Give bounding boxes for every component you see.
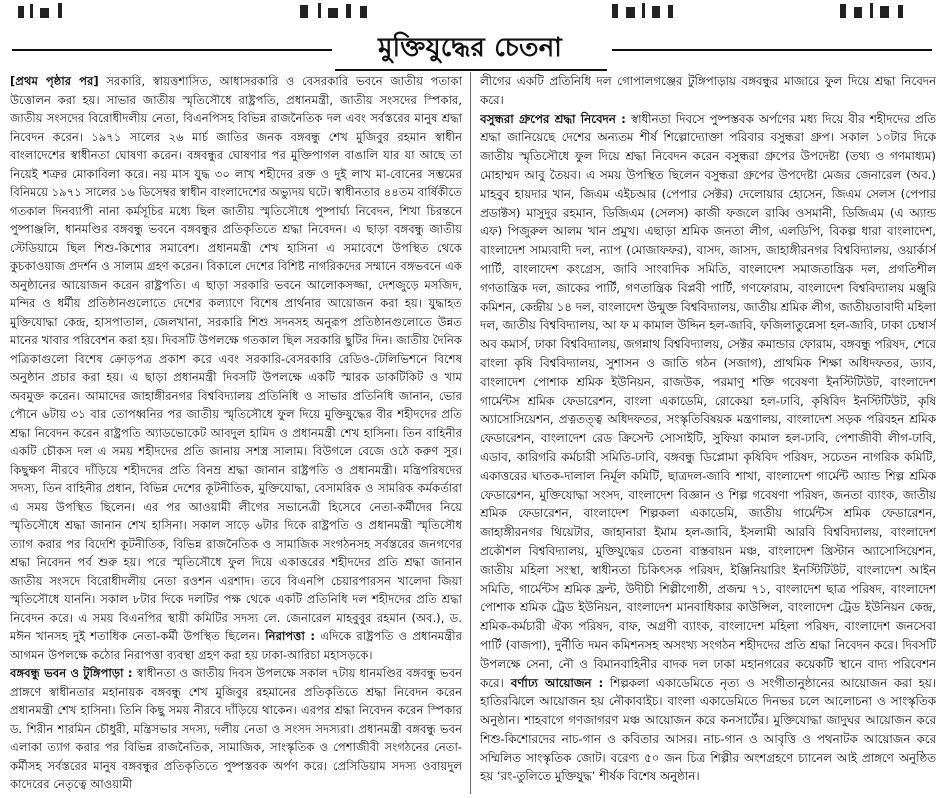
article-title: মুক্তিযুদ্ধের চেতনা (378, 33, 562, 63)
left-column (10, 72, 462, 794)
cropped-text-strip (0, 0, 942, 22)
paragraph (10, 72, 462, 664)
header-rule-right (612, 49, 932, 51)
subhead-security: নিরাপত্তা : (259, 629, 316, 643)
paragraph-text: এদিকে রাষ্ট্রপতি ও প্রধানমন্ত্রীর আগমন উপলক্ষে কঠোর নিরাপত্তা ব্যবস্থা গ্রহণ করা হয় ঢাকা-আরিচা মহাসড়কে। (10, 629, 462, 662)
article-body (10, 72, 936, 794)
column-divider (470, 72, 471, 794)
paragraph-text: স্বাধীনতা দিবসে পুষ্পস্তবক অর্পণের মধ্য দিয়ে বীর শহীদদের প্রতি শ্রদ্ধা জানিয়েছে দেশের অন্যতম শীর্ষ শিল্পোদ্যোক্তা পরিবার বসুন্ধরা গ্রুপ। সকাল ১০টার দিকে জাতীয় স্মৃতিসৌধে ফুল দিয়ে শ্রদ্ধা নিবেদন করেন বসুন্ধরা গ্রুপের উপদেষ্টা (তথ্য ও গণমাধ্যম) মোহাম্মদ আবু তৈয়ব। এ সময় উপস্থিত ছিলেন বসুন্ধরা গ্রুপের উপদেষ্টা মেজর জেনারেল (অব.) মাহবুব হায়দার খান, জিএম এইচআর (পেপার সেক্টর) দেলোয়ার হোসেন, জিএম সেলস (পেপার প্রডাক্টস) মাসুদুর রহমান, ডিজিএম (সেলস) কাজী ফজলে রাব্বি ওসমানী, ডিজিএম (এ অ্যান্ড এফ) পিজুরুল আলম খান প্রমুখ। এছাড়া শ্রমিক জনতা লীগ, এলডিপি, বিকল্প ধারা বাংলাদেশ, বাংলাদেশ সাম্যবাদী দল, ন্যাপ (মোজাফফর), বাসদ, জাসদ, জাহাঙ্গীরনগর বিশ্ববিদ্যালয়, ওয়ার্কার্স পার্টি, বাংলাদেশ কংগ্রেস, জাবি সাংবাদিক সমিতি, বাংলাদেশ সমাজতান্ত্রিক দল, প্রগতিশীল গণতান্ত্রিক দল, জাকের পার্টি, গণতান্ত্রিক বিপ্লবী পার্টি, গণফোরাম, বাংলাদেশ বিশ্ববিদ্যালয় মঞ্জুরি কমিশন, কেন্দ্রীয় ১৪ দল, বাংলাদেশ উন্মুক্ত বিশ্ববিদ্যালয়, জাতীয় শ্রমিক লীগ, জাতীয়তাবাদী মহিলা দল, জাতীয় বিশ্ববিদ্যালয়, আ ফ ম কামাল উদ্দিন হল-জাবি, ফজিলাতুন্নেসা হল-জাবি, ঢাকা চেম্বার্স অব কমার্স, ঢাকা বিশ্ববিদ্যালয়, জগন্নাথ বিশ্ববিদ্যালয়, সেক্টর কমান্ডার ফোরাম, বঙ্গবন্ধু পরিষদ, শেরে বাংলা কৃষি বিশ্ববিদ্যালয়, সুশাসন ও জাতি গঠন (সজাগ), প্রাথমিক শিক্ষা অধিদফতর, ড্যাব, বাংলাদেশ পোশাক শ্রমিক ইউনিয়ন, রাজউক, পরমাণু শক্তি গবেষণা ইনস্টিটিউট, বাংলাদেশ গার্মেন্টস শ্রমিক ফেডারেশন, বাংলা একাডেমি, রোকেয়া হল-ঢাবি, কৃষিবিদ ইনস্টিটিউট, কৃষি অ্যাসোসিয়েশন, প্রত্নতত্ত্ব অধিদফতর, সংস্কৃতিবিষয়ক মন্ত্রণালয়, বাংলাদেশ সড়ক পরিবহন শ্রমিক ফেডারেশন, বাংলাদেশ রেড ক্রিসেন্ট সোসাইটি, সুফিয়া কামাল হল-ঢাবি, পেশাজীবী লীগ-ঢাবি, এডাব, কারিগরি কর্মচারী সমিতি-ঢাবি, বঙ্গবন্ধু ডিপ্লোমা কৃষিবিদ পরিষদ, সচেতন নাগরিক কমিটি, একাত্তরের ঘাতক-দালাল নির্মূল কমিটি, ছাত্রদল-জাবি শাখা, বাংলাদেশ গার্মেন্ট অ্যান্ড শিল্প শ্রমিক ফেডারেশন, মুক্তিযোদ্ধা সংসদ, বাংলাদেশ বিজ্ঞান ও শিল্প গবেষণা পরিষদ, জনতা ব্যাংক, জাতীয় শ্রমিক ফেডারেশন, বাংলাদেশ শিল্পকলা একাডেমি, জাতীয় গার্মেন্টস শ্রমিক ফেডারেশন, জাহাঙ্গীরনগর থিয়েটার, জাহানারা ইমাম হল-জাবি, ইসলামী আরবি বিশ্ববিদ্যালয়, বাংলাদেশ প্রকৌশল বিশ্ববিদ্যালয়, মুক্তিযুদ্ধের চেতনা বাস্তবায়ন মঞ্চ, বাংলাদেশ খ্রিস্টান অ্যাসোসিয়েশন, জাতীয় মহিলা সংস্থা, স্বাধীনতা চিকিৎসক পরিষদ, ইঞ্জিনিয়ারিং ইনস্টিটিউট, বাংলাদেশ আইন সমিতি, গার্মেন্টস শ্রমিক ফ্রন্ট, উদীচী শিল্পীগোষ্ঠী, প্রজন্ম ৭১, বাংলাদেশ ছাত্র পরিষদ, বাংলাদেশ পোশাক শ্রমিক ট্রেড ইউনিয়ন, বাংলাদেশ মানবাধিকার কাউন্সিল, বাংলাদেশ ট্রেড ইউনিয়ন কেন্দ্র, শ্রমিক-কর্মচারী ঐক্য পরিষদ, বাফ, অগ্রণী ব্যাংক, বাংলাদেশ মহিলা পরিষদ, বাংলাদেশ জনসেবা পার্টি (বাজপা), দুর্নীতি দমন কমিশনসহ অসংখ্য সংগঠন শহীদদের প্রতি শ্রদ্ধা নিবেদন করে। দিবসটি উপলক্ষে সেনা, নৌ ও বিমানবাহিনীর বাদক দল ঢাকা মহানগরের কয়েকটি স্থানে বাদ্য পরিবেশন করে। (480, 111, 936, 690)
subhead-bangabandhu-bhaban: বঙ্গবন্ধু ভবন ও টুঙ্গিপাড়া : (10, 666, 133, 680)
header-rule-left (12, 49, 332, 51)
paragraph-text: লীগের একটি প্রতিনিধি দল গোপালগঞ্জের টুঙ্গিপাড়ায় বঙ্গবন্ধুর মাজারে ফুল দিয়ে শ্রদ্ধা নিবেদন করে। (480, 74, 936, 107)
subhead-events: বর্ণাঢ্য আয়োজন : (503, 675, 604, 690)
continuation-marker: [প্রথম পৃষ্ঠার পর] (10, 74, 99, 88)
previous-article-fragment (0, 0, 942, 22)
subhead-bashundhara: বসুন্ধরা গ্রুপের শ্রদ্ধা নিবেদন : (480, 111, 626, 126)
title-underline (335, 69, 607, 71)
paragraph (480, 72, 936, 110)
right-column (480, 72, 936, 794)
paragraph-text: স্বাধীনতা ও জাতীয় দিবস উপলক্ষে সকাল ৭টায় ধানমণ্ডির বঙ্গবন্ধু ভবন প্রাঙ্গণে স্বাধীনতার মহানায়ক বঙ্গবন্ধু শেখ মুজিবুর রহমানের প্রতিকৃতিতে শ্রদ্ধা নিবেদন করেন প্রধানমন্ত্রী শেখ হাসিনা। তিনি কিছু সময় নীরবে দাঁড়িয়ে থাকেন। এরপর শ্রদ্ধা নিবেদন করেন স্পিকার ড. শিরীন শারমিন চৌধুরী, মন্ত্রিসভার সদস্য, দলীয় নেতা ও সংসদ সদস্যরা। প্রধানমন্ত্রী বঙ্গবন্ধু ভবন এলাকা ত্যাগ করার পর বিভিন্ন রাজনৈতিক, সামাজিক, সাংস্কৃতিক ও পেশাজীবী সংগঠনের নেতা-কর্মীসহ সর্বস্তরের মানুষ বঙ্গবন্ধুর প্রতিকৃতিতে পুষ্পস্তবক অর্পণ করে। প্রেসিডিয়াম সদস্য ওবায়দুল কাদেরের নেতৃত্বে আওয়ামী (10, 666, 462, 791)
paragraph-text: সরকারি, স্বায়ত্তশাসিত, আধাসরকারি ও বেসরকারি ভবনে জাতীয় পতাকা উত্তোলন করা হয়। সাভার জাতীয় স্মৃতিসৌধে রাষ্ট্রপতি, প্রধানমন্ত্রী, জাতীয় সংসদের স্পিকার, জাতীয় সংসদের বিরোধীদলীয় নেতা, বিএনপিসহ বিভিন্ন রাজনৈতিক দল এবং সর্বস্তরের মানুষ শ্রদ্ধা নিবেদন করেন। ১৯৭১ সালের ২৬ মার্চ জাতির জনক বঙ্গবন্ধু শেখ মুজিবুর রহমান স্বাধীন বাংলাদেশের স্বাধীনতা ঘোষণা করেন। বঙ্গবন্ধুর ঘোষণার পর মুক্তিপাগল বাঙালি যার যা আছে তা নিয়েই শত্রুর মোকাবিলা করে। নয় মাস যুদ্ধ ৩০ লাখ শহীদের রক্ত ও দুই লাখ মা-বোনের সম্ভমের বিনিময়ে ১৯৭১ সালের ১৬ ডিসেম্বর স্বাধীন বাংলাদেশের অভ্যুদয় ঘটে। স্বাধীনতার ৪৪তম বার্ষিকীতে গতকাল দিনব্যাপী নানা কর্মসূচির মধ্যে ছিল জাতীয় স্মৃতিসৌধে পুষ্পার্ঘ্য নিবেদন, শিখা চিরন্তনে পুষ্পাঞ্জলি, ধানমণ্ডির বঙ্গবন্ধু ভবনে বঙ্গবন্ধুর প্রতিকৃতিতে শ্রদ্ধা নিবেদন। এ ছাড়া বঙ্গবন্ধু জাতীয় স্টেডিয়ামে ছিল শিশু-কিশোর সমাবেশ। প্রধানমন্ত্রী শেখ হাসিনা এ সমাবেশে উপস্থিত থেকে কুচকাওয়াজ প্রদর্শন ও সালাম গ্রহণ করেন। বিকালে দেশের বিশিষ্ট নাগরিকদের সম্মানে বঙ্গভবনে এক অনুষ্ঠানের আয়োজন করেন রাষ্ট্রপতি। এ ছাড়া সরকারি ভবনে আলোকসজ্জা, দেশজুড়ে মসজিদ, মন্দির ও ধর্মীয় প্রতিষ্ঠানগুলোতে দেশের কল্যাণে বিশেষ প্রার্থনার আয়োজন করা হয়। যুদ্ধাহত মুক্তিযোদ্ধা কেন্দ্র, হাসপাতাল, জেলখানা, সরকারি শিশু সদনসহ অনুরূপ প্রতিষ্ঠানগুলোতে উন্নত মানের খাবার পরিবেশন করা হয়। দিবসটি উপলক্ষে গতকাল ছিল সরকারি ছুটির দিন। জাতীয় দৈনিক পত্রিকাগুলো বিশেষ ক্রোড়পত্র প্রকাশ করে এবং সরকারি-বেসরকারি রেডিও-টেলিভিশনে বিশেষ অনুষ্ঠান প্রচার করা হয়। এ ছাড়া প্রধানমন্ত্রী দিবসটি উপলক্ষে একটি স্মারক ডাকটিকিট ও খাম অবমুক্ত করেন। আমাদের জাহাঙ্গীরনগর বিশ্ববিদ্যালয় প্রতিনিধি ও সাভার প্রতিনিধি জানান, ভোর পৌনে ৬টায় ৩১ বার তোপধ্বনির পর জাতীয় স্মৃতিসৌধে ফুল দিয়ে মুক্তিযুদ্ধের বীর শহীদদের প্রতি শ্রদ্ধা নিবেদন করেন রাষ্ট্রপতি অ্যাডভোকেট আবদুল হামিদ ও প্রধানমন্ত্রী শেখ হাসিনা। তিন বাহিনীর একটি চৌকস দল এ সময় শহীদদের প্রতি জানায় সশস্ত্র সালাম। বিউগলে বেজে ওঠে করুণ সুর। কিছুক্ষণ নীরবে দাঁড়িয়ে শহীদদের প্রতি বিনম্র শ্রদ্ধা জানান রাষ্ট্রপতি ও প্রধানমন্ত্রী। মন্ত্রিপরিষদের সদস্য, তিন বাহিনীর প্রধান, বিভিন্ন দেশের কূটনীতিক, মুক্তিযোদ্ধা, বেসামরিক ও সামরিক কর্মকর্তারা এ সময় উপস্থিত ছিলেন। এর পর আওয়ামী লীগের সভানেত্রী হিসেবে নেতা-কর্মীদের নিয়ে স্মৃতিসৌধে শ্রদ্ধা জানান শেখ হাসিনা। সকাল সাড়ে ৬টার দিকে রাষ্ট্রপতি ও প্রধানমন্ত্রী স্মৃতিসৌধ ত্যাগ করার পর বিদেশি কূটনীতিক, বিভিন্ন রাজনৈতিক ও সামাজিক সংগঠনসহ সর্বস্তরের জনগণের শ্রদ্ধা নিবেদন পর্ব শুরু হয়। পরে স্মৃতিসৌধে ফুল দিয়ে একাত্তরের শহীদদের প্রতি শ্রদ্ধা জানান জাতীয় সংসদে বিরোধীদলীয় নেতা রওশন এরশাদ। তবে বিএনপি চেয়ারপারসন খালেদা জিয়া স্মৃতিসৌধে যাননি। সকাল ৮টার দিকে দলটির পক্ষ থেকে একটি প্রতিনিধি দল শহীদদের প্রতি শ্রদ্ধা নিবেদন করে। এ সময় বিএনপির স্থায়ী কমিটির সদস্য লে. জেনারেল মাহবুবুর রহমান (অব.), ড. মঈন খানসহ দুই শতাধিক নেতা-কর্মী উপস্থিত ছিলেন। (10, 74, 462, 643)
paragraph (480, 110, 936, 787)
paragraph (10, 664, 462, 794)
article-header (0, 28, 942, 72)
paragraph-text: শিল্পকলা একাডেমিতে নৃত্য ও সংগীতানুষ্ঠানের আয়োজন করা হয়। হাতিরঝিলে আয়োজন হয় নৌকাবাইচ। বাংলা একাডেমিতে দিনভর চলে আলোচনা ও সাংস্কৃতিক অনুষ্ঠান। শাহবাগে গণজাগরণ মঞ্চ আয়োজন করে কনসার্টের। মুক্তিযোদ্ধা জাদুঘর আয়োজন করে শিশু-কিশোরদের নাচ-গান ও কবিতার আসর। নাচ-গান ও আবৃত্তি ও পথনাটক আয়োজন করে সম্মিলিত সাংস্কৃতিক জোট। বরেণ্য ৫০ জন চিত্র শিল্পীর অংশগ্রহণে চ্যানেল আই প্রাঙ্গণে অনুষ্ঠিত হয় ‘রং-তুলিতে মুক্তিযুদ্ধ’ শীর্ষক বিশেষ অনুষ্ঠান। (480, 675, 936, 784)
